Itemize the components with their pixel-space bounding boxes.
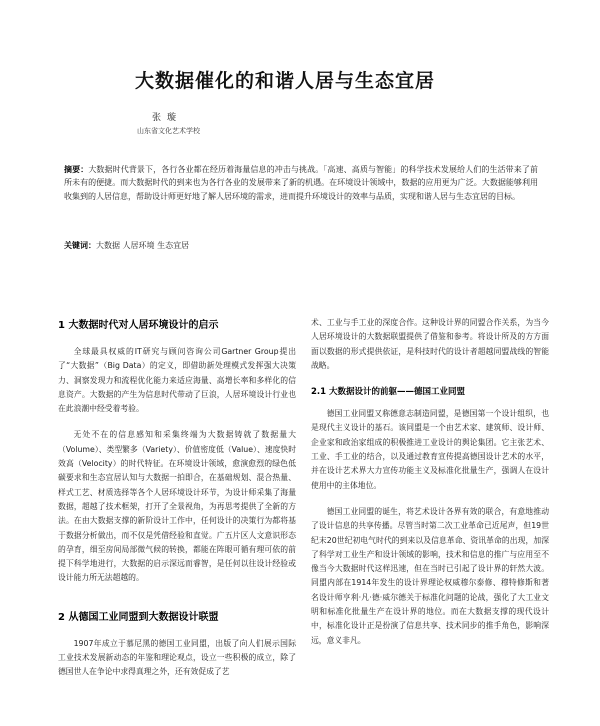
left-column: [58, 316, 296, 692]
right-column: [311, 316, 549, 660]
keywords: [64, 240, 538, 251]
keywords-label: 关键词：: [64, 241, 96, 250]
keywords-text: 大数据 人居环境 生态宜居: [96, 241, 190, 250]
section-2-1-paragraph: 德国工业同盟又称德意志制造同盟，是德国第一个设计组织，也是现代主义设计的基石。该同盟是一个由艺术家、建筑师、设计师、企业家和政治家组成的积极推进工业设计的舆论集团。它主张艺术、工业、手工业的结合，以及通过教育宣传提高德国设计艺术的水平，并在设计艺术界大力宣传功能主义及标准化批量生产，强调人在设计使用中的主体地位。: [311, 409, 549, 490]
author-affiliation: 山东省文化艺术学校: [137, 127, 200, 135]
section-1-heading: 1 大数据时代对人居环境设计的启示: [58, 320, 219, 331]
section-2-1-heading: 2.1 大数据设计的前躯——德国工业同盟: [311, 387, 466, 398]
author-name: 张璇: [152, 113, 183, 123]
section-1-paragraph: 全球最具权威的IT研究与顾问咨询公司Gartner Group提出了“大数据”（Big Data）的定义，即借助新处理模式发挥强大决策力、洞察发现力和流程优化能力来适应海量、高增长率和多样化的信息资产。大数据的产生为信息时代带动了巨浪，人居环境设计行业也在此浪潮中经受着考验。: [58, 347, 296, 414]
article-title: 大数据催化的和谐人居与生态宜居: [135, 70, 436, 92]
abstract-text: 大数据时代背景下，各行各业都在经历着海量信息的冲击与挑战。「高速、高质与智能」的科学技术发展给人们的生活带来了前所未有的便捷。而大数据时代的到来也为各行各业的发展带来了新的机遇。在环境设计领域中，数据的应用更为广泛。大数据能够利用收集到的人居信息，帮助设计师更好地了解人居环境的需求，进而提升环境设计的效率与品质，实现和谐人居与生态宜居的目标。: [64, 165, 538, 201]
section-2-paragraph: 1907年成立于慕尼黑的德国工业同盟，出版了向人们展示国际工业技术发展新动态的年鉴和理论观点，设立一些积极的成立，除了德国世人在争论中求得真理之外，还有效促成了艺: [58, 638, 296, 677]
section-2-heading: 2 从德国工业同盟到大数据设计联盟: [58, 611, 219, 623]
section-1-paragraph: 无处不在的信息感知和采集终端为大数据铸就了数据量大（Volume）、类型繁多（Variety）、价值密度低（Value）、速度快时效高（Velocity）的时代特征。在环境设计领域，愈演愈烈的绿色低碳要求和生态宜居认知与大数据一拍即合，在基础规划、混合热量、样式工艺、材质选择等各个人居环境设计环节，为设计师采集了海量数据，超越了技术框架，打开了全景视角，为再思考提供了全新的方法。在由大数据支撑的新阶设计工作中，任何设计的决策行为都将基于数据分析做出，而不仅是凭借经验和直觉。广五片区人文意识形态的孕育，细至房间局部微气候的转换，都能在阵眼可循有理可依的前提下科学地进行，大数据的启示深远而睿智，是任何以往设计经验或设计能力所无法超越的。: [58, 430, 296, 583]
abstract-label: 摘要：: [64, 165, 89, 174]
abstract: [64, 163, 538, 203]
section-2-1-paragraph: 德国工业同盟的诞生，将艺术设计各界有效的联合，有意地推动了设计信息的共享传播。尽管当时第二次工业革命已近尾声，但19世纪末20世纪初电气时代的到来以及信息革命、资讯革命的出现，加深了科学对工业生产和设计领域的影响，技术和信息的推广与应用至不像当今大数据时代这样迅速，但在当时已引起了设计界的轩然大波。同盟内部在1914年发生的设计界理论权威穆尔泰修、穆特修斯和著名设计师亨利·凡·德·威尔德关于标准化问题的论战，强化了大工业文明和标准化批量生产在设计界的地位。而在大数据支撑的现代设计中，标准化设计正是扮演了信息共享、技术同步的推手角色，影响深远，意义非凡。: [311, 506, 549, 645]
continued-paragraph: 术、工业与手工业的深度合作。这种设计界的同盟合作关系，为当今人居环境设计的大数据联盟提供了借鉴和参考。将设计所及的方方面面以数据的形式提供依证，是科技时代的设计者超越同盟战线的智能战略。: [311, 318, 549, 370]
